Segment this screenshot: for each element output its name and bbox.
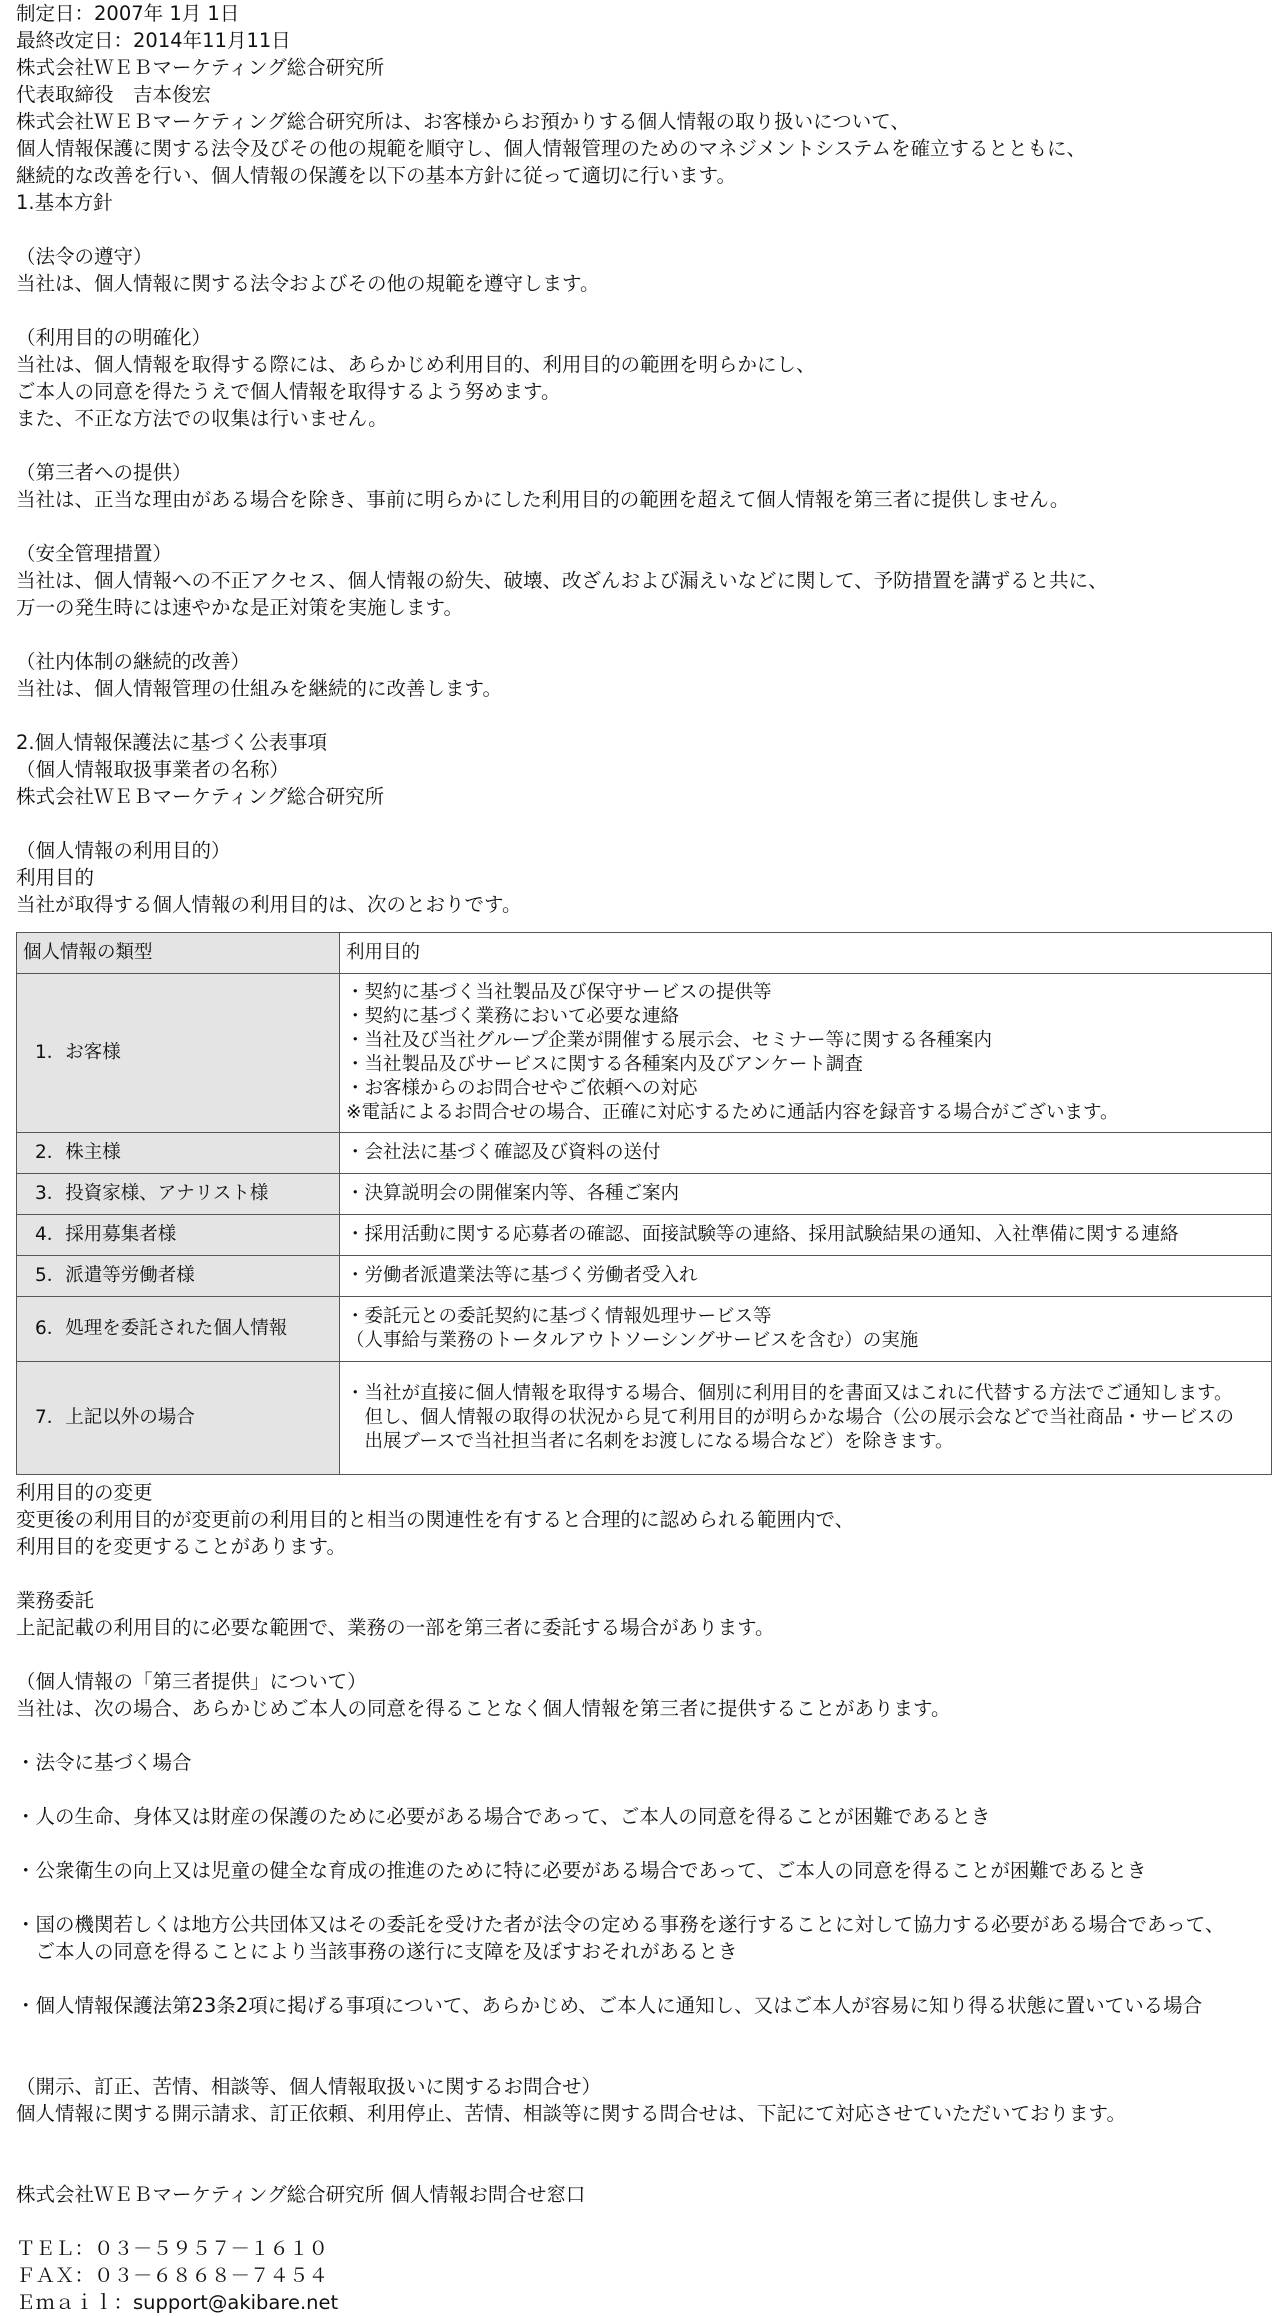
type-cell: 1．お客様 [17,974,340,1133]
basic-policy-heading: 1.基本方針 [16,191,113,214]
policy-section-title: （安全管理措置） [16,542,173,565]
table-row [17,1174,1272,1215]
purpose-line: ・当社が直接に個人情報を取得する場合、個別に利用目的を書面又はこれに代替する方法でご通知します。 [346,1383,1233,1404]
purpose-intro: 当社が取得する個人情報の利用目的は、次のとおりです。 [16,893,522,916]
policy-section-title: （利用目的の明確化） [16,326,212,349]
type-cell: 5．派遣等労働者様 [17,1256,340,1297]
third-party-case: ・国の機関若しくは地方公共団体又はその委託を受けた者が法令の定める事務を遂行することに対して協力する必要がある場合であって、 [16,1913,1225,1936]
contact-window: 株式会社ＷＥＢマーケティング総合研究所 個人情報お問合せ窓口 [16,2183,586,2206]
third-party-case: ・個人情報保護法第23条2項に掲げる事項について、あらかじめ、ご本人に通知し、又はご本人が容易に知り得る状態に置いている場合 [16,1994,1203,2017]
purpose-line: ※電話によるお問合せの場合、正確に対応するために通話内容を録音する場合がございます。 [346,1102,1119,1123]
intro-line: 株式会社ＷＥＢマーケティング総合研究所は、お客様からお預かりする個人情報の取り扱いについて、 [16,110,910,133]
outsourcing-line: 上記記載の利用目的に必要な範囲で、業務の一部を第三者に委託する場合があります。 [16,1616,775,1639]
purpose-label: 利用目的 [16,866,95,889]
policy-section-line: 当社は、個人情報管理の仕組みを継続的に改善します。 [16,677,502,700]
table-header-row [17,933,1272,974]
purpose-change-line: 利用目的を変更することがあります。 [16,1535,346,1558]
type-cell: 4．採用募集者様 [17,1215,340,1256]
purpose-line: ・契約に基づく当社製品及び保守サービスの提供等 [346,982,772,1003]
purpose-title: （個人情報の利用目的） [16,839,231,862]
policy-section-title: （社内体制の継続的改善） [16,650,251,673]
purpose-line: ・お客様からのお問合せやご依頼への対応 [346,1078,698,1099]
purpose-table [16,932,1272,1475]
purpose-line: ・当社及び当社グループ企業が開催する展示会、セミナー等に関する各種案内 [346,1030,993,1051]
established-date: 制定日：2007年 1月 1日 [16,2,240,25]
purpose-cell [340,1362,1272,1475]
purpose-line: ・労働者派遣業法等に基づく労働者受入れ [346,1265,698,1286]
policy-section-line: ご本人の同意を得たうえで個人情報を取得するよう努めます。 [16,380,561,403]
contact-email[interactable]: support@akibare.net [133,2291,339,2314]
inquiry-title: （開示、訂正、苦情、相談等、個人情報取扱いに関するお問合せ） [16,2075,602,2098]
third-party-intro: 当社は、次の場合、あらかじめご本人の同意を得ることなく個人情報を第三者に提供することがあります。 [16,1697,951,1720]
outsourcing-title: 業務委託 [16,1589,95,1612]
purpose-cell [340,1256,1272,1297]
purpose-line: ・契約に基づく業務において必要な連絡 [346,1006,680,1027]
table-header-purpose: 利用目的 [340,933,1272,974]
representative: 代表取締役 吉本俊宏 [16,83,212,106]
inquiry-line: 個人情報に関する開示請求、訂正依頼、利用停止、苦情、相談等に関する問合せは、下記にて対応させていただいております。 [16,2102,1126,2125]
contact-fax: ＦＡＸ：０３－６８６８－７４５４ [16,2264,329,2287]
company-name: 株式会社ＷＥＢマーケティング総合研究所 [16,56,385,79]
policy-section-line: 当社は、個人情報への不正アクセス、個人情報の紛失、破壊、改ざんおよび漏えいなどに関して、予防措置を講ずると共に、 [16,569,1108,592]
table-row [17,1256,1272,1297]
table-header-type: 個人情報の類型 [17,933,340,974]
third-party-case: ・法令に基づく場合 [16,1751,192,1774]
purpose-line: ・採用活動に関する応募者の確認、面接試験等の連絡、採用試験結果の通知、入社準備に関する連絡 [346,1224,1179,1245]
purpose-line: 但し、個人情報の取得の状況から見て利用目的が明らかな場合（公の展示会などで当社商品・サービスの [346,1407,1235,1428]
revised-date: 最終改定日：2014年11月11日 [16,29,291,52]
purpose-line: （人事給与業務のトータルアウトソーシングサービスを含む）の実施 [346,1330,919,1351]
contact-tel: ＴＥＬ：０３－５９５７－１６１０ [16,2237,329,2260]
contact-email-label: Ｅｍａｉｌ： [16,2291,134,2314]
business-name-title: （個人情報取扱事業者の名称） [16,758,290,781]
type-cell: 7．上記以外の場合 [17,1362,340,1475]
type-cell: 2．株主様 [17,1133,340,1174]
table-row [17,974,1272,1133]
contact-email-row [16,2289,1264,2316]
policy-section-line: 当社は、個人情報を取得する際には、あらかじめ利用目的、利用目的の範囲を明らかにし、 [16,353,816,376]
table-row [17,1215,1272,1256]
purpose-line: ・委託元との委託契約に基づく情報処理サービス等 [346,1306,772,1327]
policy-section-title: （法令の遵守） [16,245,153,268]
policy-section-line: また、不正な方法での収集は行いません。 [16,407,388,430]
disclosure-heading: 2.個人情報保護法に基づく公表事項 [16,731,328,754]
business-name: 株式会社ＷＥＢマーケティング総合研究所 [16,785,385,808]
purpose-change-line: 変更後の利用目的が変更前の利用目的と相当の関連性を有すると合理的に認められる範囲内で、 [16,1508,855,1531]
table-row [17,1297,1272,1362]
intro-line: 個人情報保護に関する法令及びその他の規範を順守し、個人情報管理のためのマネジメントシステムを確立するとともに、 [16,137,1086,160]
purpose-cell [340,974,1272,1133]
policy-section-line: 当社は、正当な理由がある場合を除き、事前に明らかにした利用目的の範囲を超えて個人情報を第三者に提供しません。 [16,488,1070,511]
type-cell: 6．処理を委託された個人情報 [17,1297,340,1362]
type-cell: 3．投資家様、アナリスト様 [17,1174,340,1215]
purpose-line: ・決算説明会の開催案内等、各種ご案内 [346,1183,680,1204]
purpose-cell [340,1297,1272,1362]
purpose-cell [340,1215,1272,1256]
purpose-line: ・会社法に基づく確認及び資料の送付 [346,1142,661,1163]
third-party-case: ・公衆衛生の向上又は児童の健全な育成の推進のために特に必要がある場合であって、ご本人の同意を得ることが困難であるとき [16,1859,1147,1882]
purpose-line: 出展ブースで当社担当者に名刺をお渡しになる場合など）を除きます。 [346,1431,954,1452]
third-party-case: ・人の生命、身体又は財産の保護のために必要がある場合であって、ご本人の同意を得ることが困難であるとき [16,1805,991,1828]
third-party-title: （個人情報の「第三者提供」について） [16,1670,367,1693]
purpose-cell [340,1133,1272,1174]
purpose-cell [340,1174,1272,1215]
table-row [17,1133,1272,1174]
policy-section-line: 万一の発生時には速やかな是正対策を実施します。 [16,596,463,619]
purpose-line: ・当社製品及びサービスに関する各種案内及びアンケート調査 [346,1054,863,1075]
table-row [17,1362,1272,1475]
policy-section-title: （第三者への提供） [16,461,192,484]
purpose-change-title: 利用目的の変更 [16,1481,153,1504]
policy-section-line: 当社は、個人情報に関する法令およびその他の規範を遵守します。 [16,272,600,295]
third-party-case: ご本人の同意を得ることにより当該事務の遂行に支障を及ぼすおそれがあるとき [16,1940,738,1963]
intro-line: 継続的な改善を行い、個人情報の保護を以下の基本方針に従って適切に行います。 [16,164,736,187]
